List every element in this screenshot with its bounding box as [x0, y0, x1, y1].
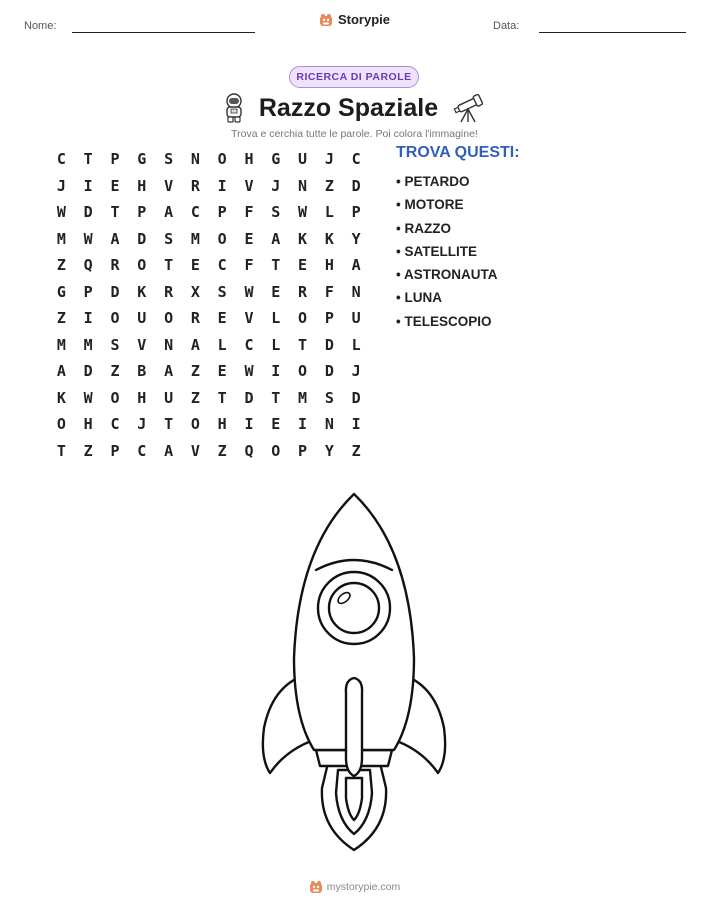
grid-cell[interactable]: S — [217, 282, 227, 301]
word-list — [396, 144, 520, 333]
grid-cell[interactable]: E — [298, 256, 308, 275]
grid-cell[interactable]: E — [244, 229, 254, 248]
grid-cell[interactable]: K — [298, 229, 308, 248]
grid-cell[interactable]: O — [137, 256, 147, 275]
grid-cell[interactable]: A — [164, 362, 174, 381]
grid-cell[interactable]: V — [164, 176, 174, 195]
grid-cell[interactable]: I — [351, 415, 361, 434]
word-list-title: TROVA QUESTI: — [396, 144, 520, 161]
grid-cell[interactable]: R — [110, 256, 120, 275]
grid-cell[interactable]: P — [217, 203, 227, 222]
grid-cell[interactable]: F — [324, 282, 334, 301]
grid-cell[interactable]: L — [351, 335, 361, 354]
grid-cell[interactable]: I — [271, 362, 281, 381]
grid-cell[interactable]: O — [110, 388, 120, 407]
grid-cell[interactable]: E — [217, 309, 227, 328]
title-row — [0, 88, 709, 128]
grid-cell[interactable]: Z — [190, 362, 200, 381]
grid-cell[interactable]: D — [83, 203, 93, 222]
grid-cell[interactable]: T — [56, 441, 66, 460]
grid-cell[interactable]: M — [56, 335, 66, 354]
grid-cell[interactable]: V — [244, 309, 254, 328]
grid-cell[interactable]: H — [324, 256, 334, 275]
grid-cell[interactable]: Z — [217, 441, 227, 460]
grid-cell[interactable]: N — [164, 335, 174, 354]
page-title: Razzo Spaziale — [258, 93, 439, 122]
grid-cell[interactable]: S — [164, 229, 174, 248]
grid-cell[interactable]: R — [190, 309, 200, 328]
grid-cell[interactable]: B — [137, 362, 147, 381]
grid-cell[interactable]: G — [56, 282, 66, 301]
grid-cell[interactable]: U — [164, 388, 174, 407]
grid-cell[interactable]: C — [244, 335, 254, 354]
grid-cell[interactable]: O — [217, 150, 227, 169]
grid-cell[interactable]: V — [190, 441, 200, 460]
astronaut-icon — [223, 93, 245, 123]
grid-cell[interactable]: O — [271, 441, 281, 460]
grid-cell[interactable]: O — [217, 229, 227, 248]
grid-cell[interactable]: H — [217, 415, 227, 434]
grid-cell[interactable]: Z — [110, 362, 120, 381]
grid-cell[interactable]: Y — [351, 229, 361, 248]
grid-cell[interactable]: D — [351, 176, 361, 195]
grid-cell[interactable]: D — [244, 388, 254, 407]
grid-cell[interactable]: N — [298, 176, 308, 195]
grid-cell[interactable]: N — [190, 150, 200, 169]
grid-cell[interactable]: W — [83, 388, 93, 407]
grid-cell[interactable]: E — [271, 282, 281, 301]
grid-cell[interactable]: Z — [351, 441, 361, 460]
grid-cell[interactable]: T — [271, 388, 281, 407]
grid-cell[interactable]: A — [164, 203, 174, 222]
grid-cell[interactable]: P — [110, 150, 120, 169]
grid-cell[interactable]: H — [83, 415, 93, 434]
grid-cell[interactable]: E — [217, 362, 227, 381]
grid-cell[interactable]: N — [351, 282, 361, 301]
word-list-item: • TELESCOPIO — [396, 313, 492, 329]
rocket-illustration — [258, 488, 450, 858]
instructions: Trova e cerchia tutte le parole. Poi colora l'immagine! — [231, 128, 478, 140]
grid-cell[interactable]: M — [190, 229, 200, 248]
grid-cell[interactable]: U — [137, 309, 147, 328]
word-list-item: • RAZZO — [396, 220, 451, 236]
grid-cell[interactable]: A — [271, 229, 281, 248]
grid-cell[interactable]: C — [190, 203, 200, 222]
grid-cell[interactable]: D — [324, 335, 334, 354]
grid-cell[interactable]: W — [244, 362, 254, 381]
grid-cell[interactable]: I — [83, 309, 93, 328]
grid-cell[interactable]: H — [137, 388, 147, 407]
word-list-item: • PETARDO — [396, 174, 470, 189]
grid-cell[interactable]: O — [190, 415, 200, 434]
grid-cell[interactable]: R — [298, 282, 308, 301]
grid-cell[interactable]: Y — [324, 441, 334, 460]
grid-cell[interactable]: T — [271, 256, 281, 275]
grid-cell[interactable]: Z — [56, 309, 66, 328]
grid-cell[interactable]: P — [83, 282, 93, 301]
grid-cell[interactable]: D — [137, 229, 147, 248]
grid-cell[interactable]: S — [164, 150, 174, 169]
grid-cell[interactable]: O — [164, 309, 174, 328]
grid-cell[interactable]: T — [83, 150, 93, 169]
grid-cell[interactable]: X — [190, 282, 200, 301]
grid-cell[interactable]: Q — [244, 441, 254, 460]
grid-cell[interactable]: W — [244, 282, 254, 301]
name-label: Nome: — [24, 20, 57, 32]
grid-cell[interactable]: U — [298, 150, 308, 169]
grid-cell[interactable]: L — [271, 309, 281, 328]
grid-cell[interactable]: F — [244, 203, 254, 222]
grid-cell[interactable]: E — [271, 415, 281, 434]
grid-cell[interactable]: U — [351, 309, 361, 328]
grid-cell[interactable]: V — [244, 176, 254, 195]
grid-cell[interactable]: J — [56, 176, 66, 195]
grid-cell[interactable]: P — [351, 203, 361, 222]
grid-cell[interactable]: A — [56, 362, 66, 381]
grid-cell[interactable]: C — [137, 441, 147, 460]
storypie-logo-icon — [309, 880, 323, 894]
grid-cell[interactable]: T — [164, 256, 174, 275]
grid-cell[interactable]: D — [83, 362, 93, 381]
grid-cell[interactable]: T — [164, 415, 174, 434]
grid-cell[interactable]: V — [137, 335, 147, 354]
date-label: Data: — [493, 20, 520, 32]
grid-cell[interactable]: W — [83, 229, 93, 248]
grid-cell[interactable]: M — [298, 388, 308, 407]
grid-cell[interactable]: C — [56, 150, 66, 169]
grid-cell[interactable]: R — [190, 176, 200, 195]
grid-cell[interactable]: A — [164, 441, 174, 460]
grid-cell[interactable]: Z — [324, 176, 334, 195]
grid-cell[interactable]: O — [298, 309, 308, 328]
grid-cell[interactable]: H — [137, 176, 147, 195]
grid-cell[interactable]: A — [110, 229, 120, 248]
brand — [0, 12, 709, 27]
grid-cell[interactable]: G — [271, 150, 281, 169]
grid-cell[interactable]: O — [56, 415, 66, 434]
storypie-logo-icon — [319, 13, 333, 27]
grid-cell[interactable]: T — [298, 335, 308, 354]
grid-cell[interactable]: J — [324, 150, 334, 169]
grid-cell[interactable]: T — [110, 203, 120, 222]
grid-cell[interactable]: D — [351, 388, 361, 407]
grid-cell[interactable]: F — [244, 256, 254, 275]
grid-cell[interactable]: I — [217, 176, 227, 195]
grid-cell[interactable]: S — [110, 335, 120, 354]
grid-cell[interactable]: R — [164, 282, 174, 301]
grid-cell[interactable]: P — [298, 441, 308, 460]
footer-url: mystorypie.com — [326, 881, 401, 893]
word-list-item: • LUNA — [396, 290, 442, 306]
grid-cell[interactable]: L — [271, 335, 281, 354]
grid-cell[interactable]: J — [137, 415, 147, 434]
grid-cell[interactable]: I — [298, 415, 308, 434]
grid-cell[interactable]: I — [83, 176, 93, 195]
word-list-item: • SATELLITE — [396, 243, 477, 259]
word-list-item: • ASTRONAUTA — [396, 267, 498, 283]
grid-cell[interactable]: M — [56, 229, 66, 248]
grid-cell[interactable]: K — [324, 229, 334, 248]
grid-cell[interactable]: D — [110, 282, 120, 301]
grid-cell[interactable]: Z — [190, 388, 200, 407]
grid-cell[interactable]: A — [351, 256, 361, 275]
word-search-grid[interactable] — [48, 146, 370, 464]
grid-cell[interactable]: H — [244, 150, 254, 169]
grid-cell[interactable]: I — [244, 415, 254, 434]
grid-cell[interactable]: L — [324, 203, 334, 222]
grid-cell[interactable]: P — [110, 441, 120, 460]
grid-cell[interactable]: P — [137, 203, 147, 222]
grid-cell[interactable]: S — [271, 203, 281, 222]
grid-cell[interactable]: W — [56, 203, 66, 222]
brand-name: Storypie — [337, 12, 390, 27]
grid-cell[interactable]: L — [217, 335, 227, 354]
grid-cell[interactable]: E — [110, 176, 120, 195]
grid-cell[interactable]: K — [56, 388, 66, 407]
grid-cell[interactable]: C — [351, 150, 361, 169]
grid-cell[interactable]: A — [190, 335, 200, 354]
grid-cell[interactable]: S — [324, 388, 334, 407]
grid-cell[interactable]: Q — [83, 256, 93, 275]
grid-cell[interactable]: Z — [56, 256, 66, 275]
grid-cell[interactable]: J — [351, 362, 361, 381]
grid-cell[interactable]: O — [110, 309, 120, 328]
grid-cell[interactable]: T — [217, 388, 227, 407]
grid-cell[interactable]: P — [324, 309, 334, 328]
section-badge: RICERCA DI PAROLE — [289, 66, 419, 88]
grid-cell[interactable]: O — [298, 362, 308, 381]
grid-cell[interactable]: N — [324, 415, 334, 434]
grid-cell[interactable]: E — [190, 256, 200, 275]
date-field-line[interactable] — [539, 32, 686, 33]
grid-cell[interactable]: C — [110, 415, 120, 434]
name-field-line[interactable] — [72, 32, 255, 33]
grid-cell[interactable]: W — [298, 203, 308, 222]
grid-cell[interactable]: J — [271, 176, 281, 195]
grid-cell[interactable]: K — [137, 282, 147, 301]
grid-cell[interactable]: D — [324, 362, 334, 381]
grid-cell[interactable]: C — [217, 256, 227, 275]
telescope-icon — [452, 93, 486, 123]
grid-cell[interactable]: G — [137, 150, 147, 169]
grid-cell[interactable]: M — [83, 335, 93, 354]
word-list-item: • MOTORE — [396, 197, 464, 213]
footer — [0, 880, 709, 894]
grid-cell[interactable]: Z — [83, 441, 93, 460]
